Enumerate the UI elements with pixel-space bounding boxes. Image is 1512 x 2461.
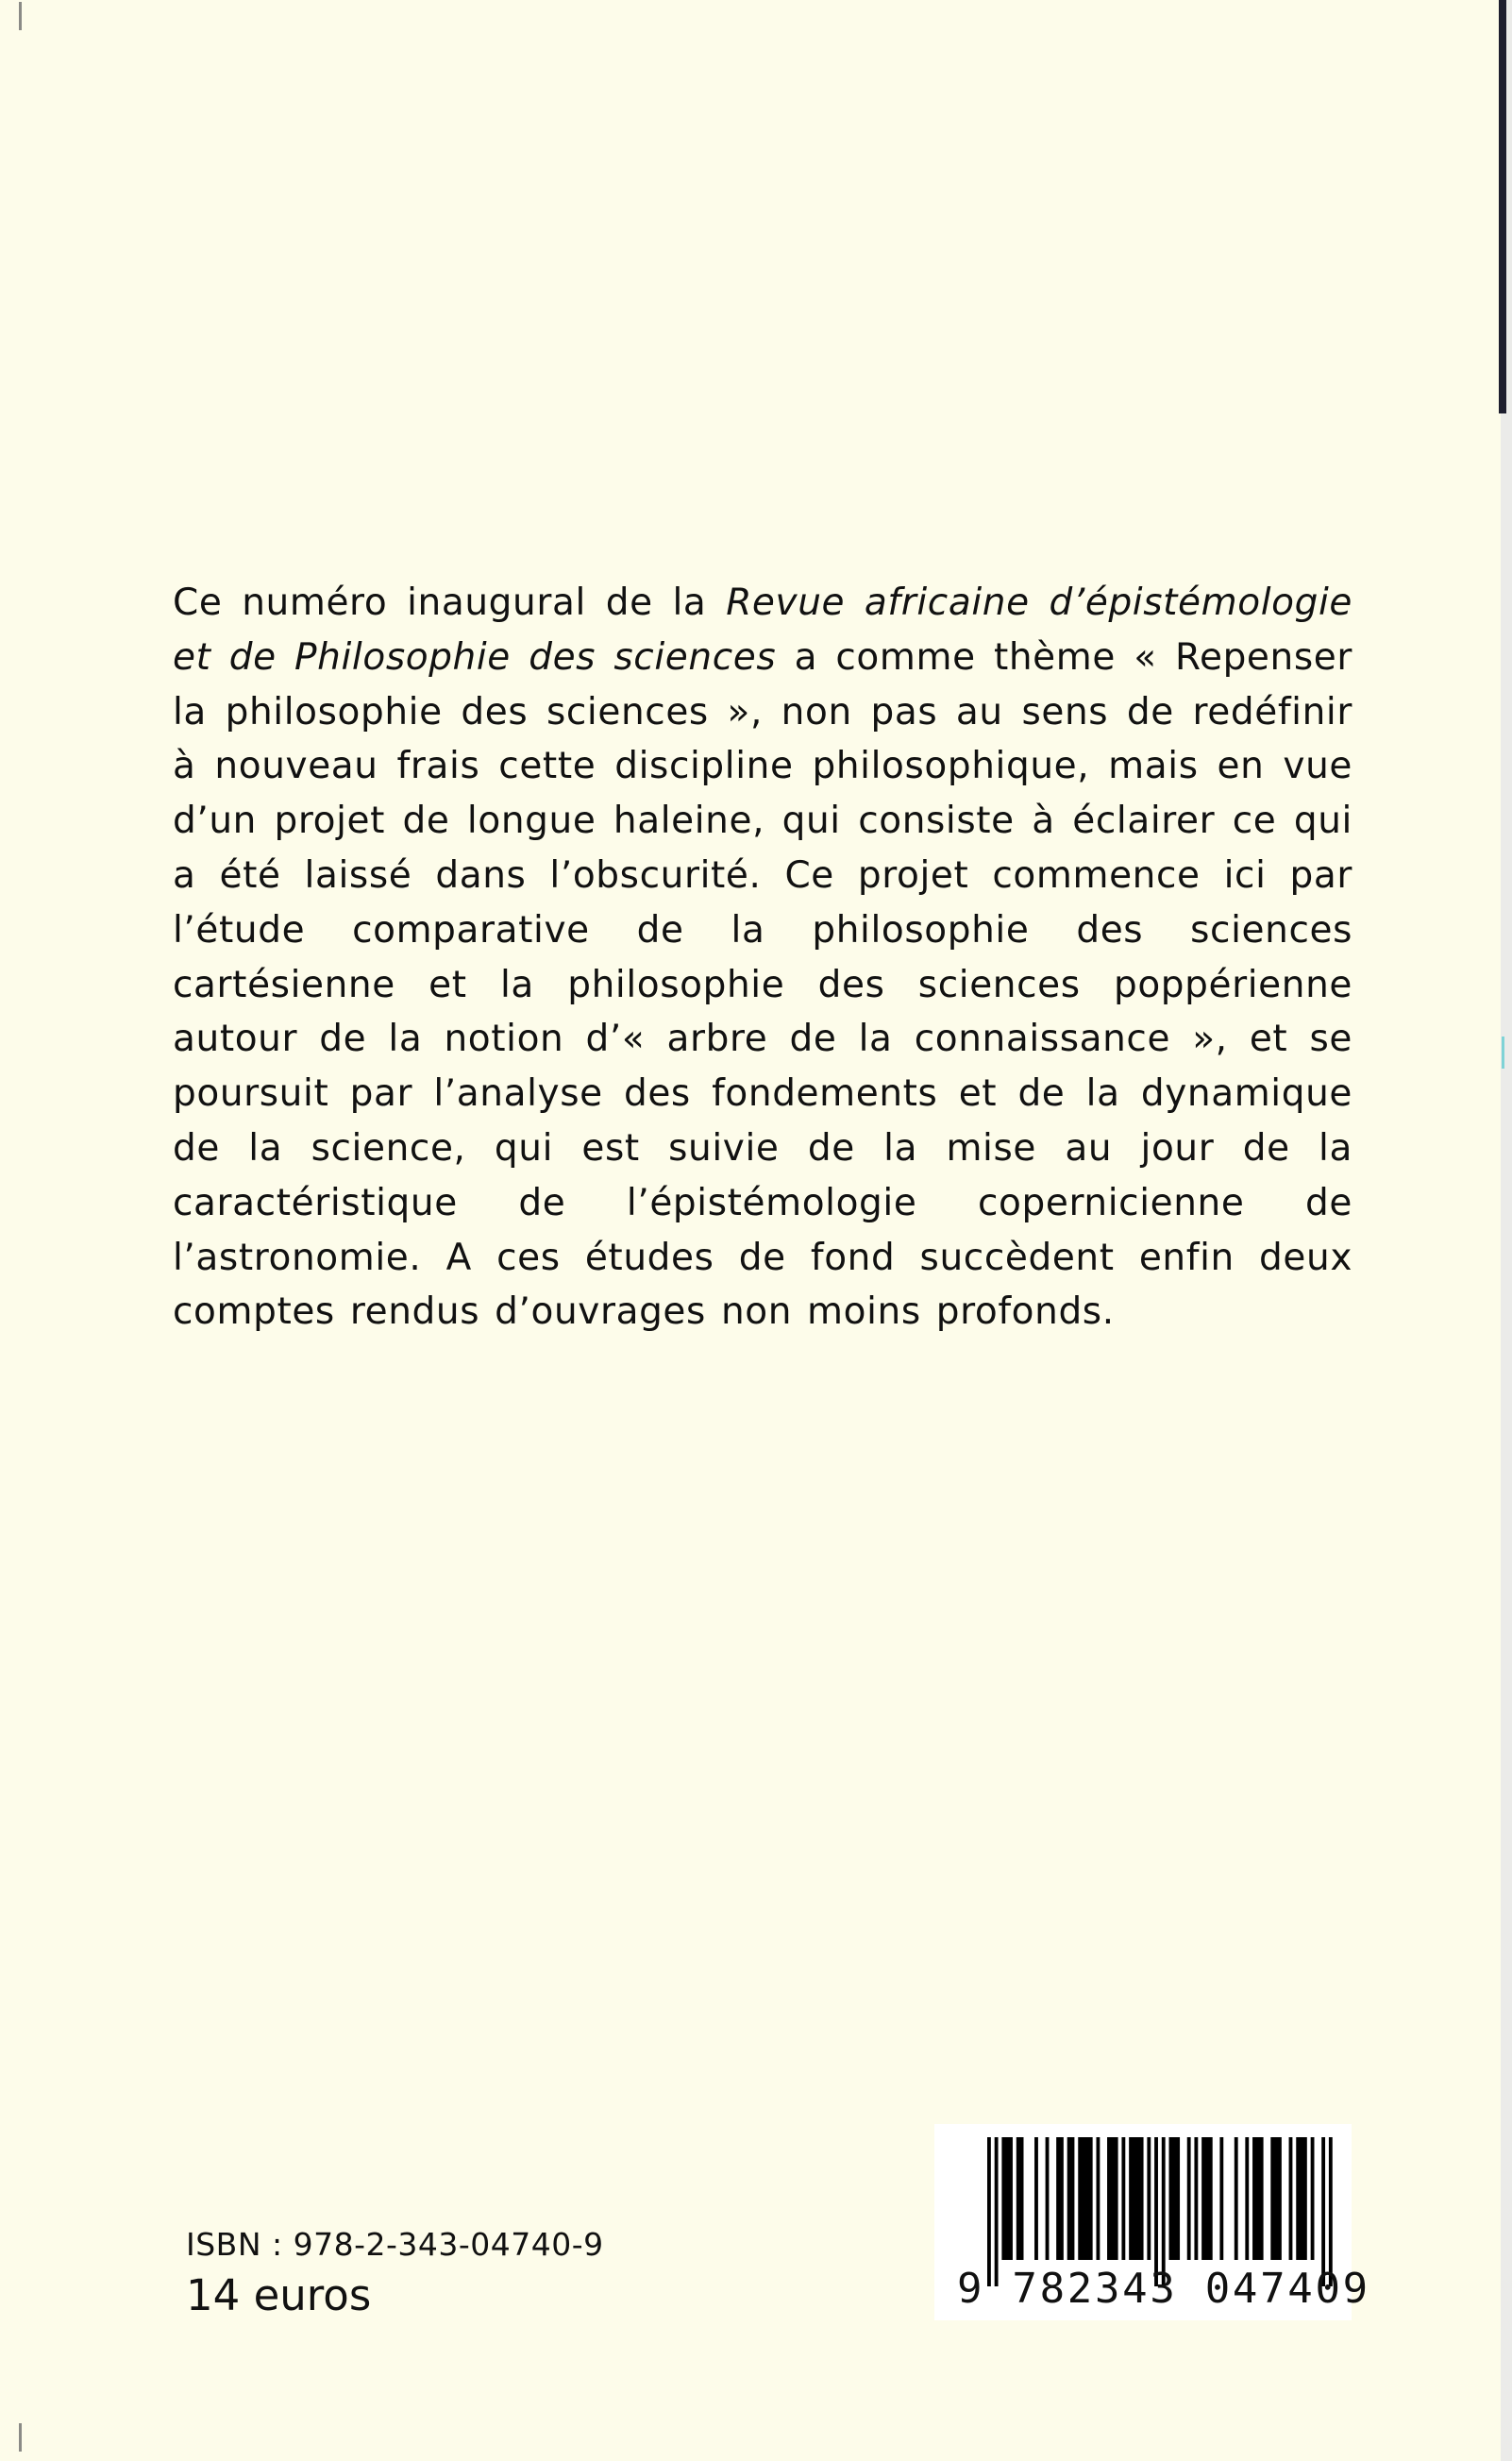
crop-mark-bottom — [19, 2423, 22, 2452]
blurb-intro: Ce numéro inaugural de la — [173, 582, 727, 624]
barcode-bar — [1107, 2137, 1118, 2260]
barcode-bar — [1034, 2137, 1038, 2260]
barcode-bar — [1016, 2137, 1024, 2260]
barcode-bar — [1129, 2137, 1143, 2260]
barcode-bar — [1187, 2137, 1191, 2260]
barcode-bar — [1147, 2137, 1151, 2260]
barcode-bar — [1056, 2137, 1064, 2260]
barcode-bar — [1219, 2137, 1223, 2260]
barcode-bar — [1311, 2137, 1315, 2260]
barcode-bar — [1289, 2137, 1293, 2260]
barcode-bar — [1001, 2137, 1013, 2260]
price-label: 14 euros — [186, 2270, 372, 2320]
barcode-bar — [1078, 2137, 1092, 2260]
barcode-bar — [1235, 2137, 1238, 2260]
crop-mark-top — [19, 2, 22, 30]
barcode-bar — [1270, 2137, 1282, 2260]
barcode-bar — [1121, 2137, 1125, 2260]
barcode — [934, 2124, 1370, 2320]
spine-dark-band — [1499, 0, 1506, 413]
journal-title: Revue africaine d’épistémologie et de Philosophie des sciences — [173, 582, 1352, 679]
barcode-bar — [1067, 2137, 1075, 2260]
barcode-digits: 9 782343 047409 — [957, 2265, 1370, 2313]
barcode-bar — [1201, 2137, 1213, 2260]
barcode-bar — [1252, 2137, 1264, 2260]
barcode-bar — [1245, 2137, 1249, 2260]
back-cover-blurb — [173, 576, 1352, 1340]
barcode-bar — [1169, 2137, 1181, 2260]
blurb-body: a comme thème « Repenser la philosophie des sciences », non pas au sens de redéfinir à nouveau frais cette discipline philosophique, mais en vue d’un projet de longue haleine, qui consiste à éclairer ce qui a été laissé dans l’obscurité. Ce projet commence ici par l’étude comparative de la philosophie des sciences cartésienne et la philosophie des sciences poppérienne autour de la notion d’« arbre de la connaissance », et se poursuit par l’analyse des fondements et de la dynamique de la science, qui est suivie de la mise au jour de la caractéristique de l’épistémologie copernicienne de l’astronomie. A ces études de fond succèdent enfin deux comptes rendus d’ouvrages non moins profonds. — [173, 635, 1352, 1334]
barcode-bar — [1097, 2137, 1100, 2260]
isbn-label: ISBN : 978-2-343-04740-9 — [186, 2226, 604, 2263]
barcode-bar — [1194, 2137, 1198, 2260]
barcode-bar — [1296, 2137, 1307, 2260]
barcode-bar — [1046, 2137, 1050, 2260]
spine-accent-mark — [1502, 1037, 1504, 1069]
